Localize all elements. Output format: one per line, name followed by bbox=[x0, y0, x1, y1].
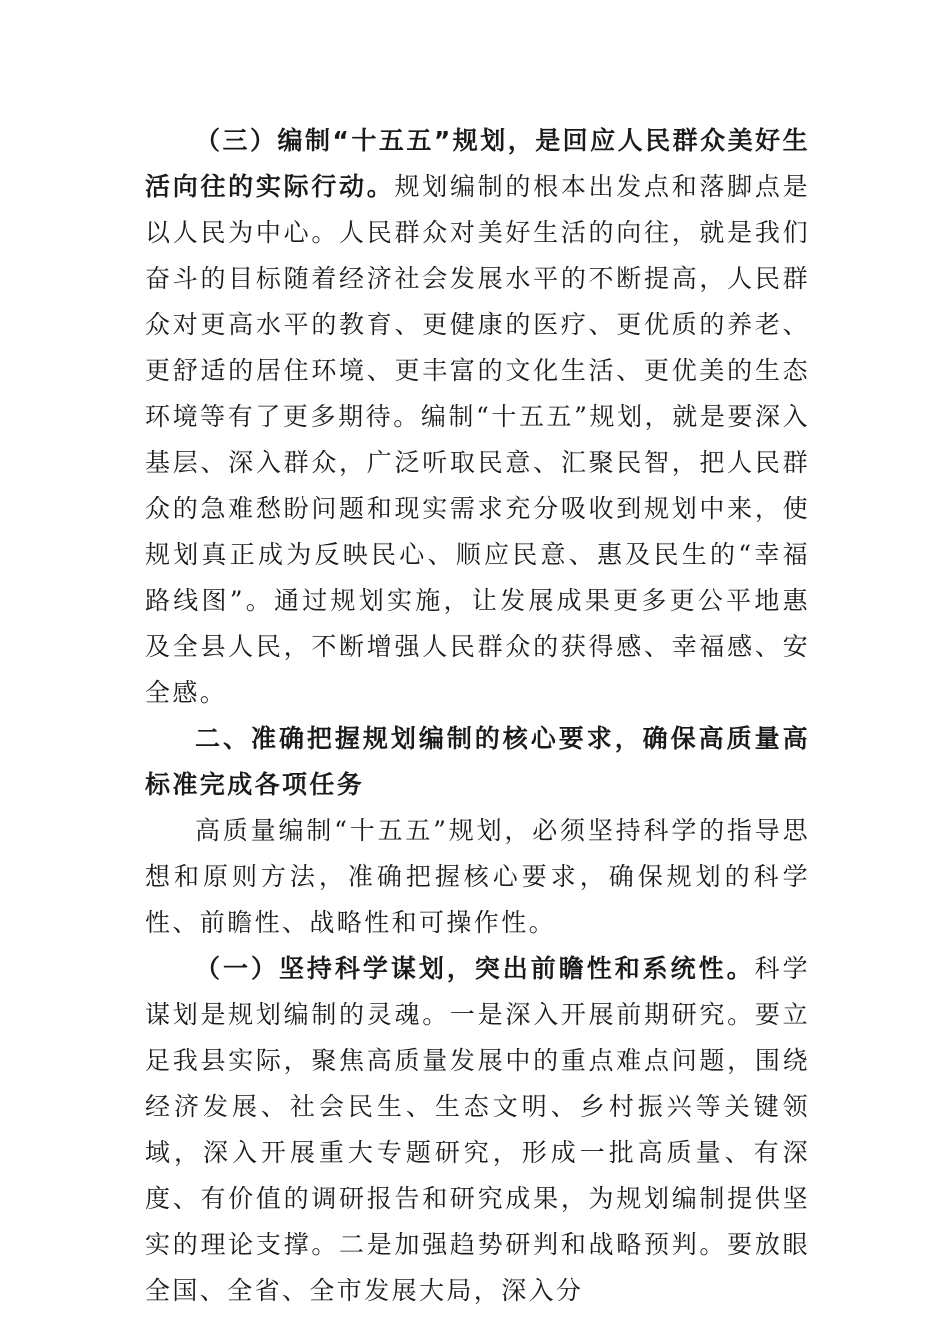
paragraph-lead: （一）坚持科学谋划，突出前瞻性和系统性。 bbox=[195, 954, 755, 983]
paragraph-body: 科学谋划是规划编制的灵魂。一是深入开展前期研究。要立足我县实际，聚焦高质量发展中的重点难点问题，围绕经济发展、社会民生、生态文明、乡村振兴等关键领域，深入开展重大专题研究，形成一批高质量、有深度、有价值的调研报告和研究成果，为规划编制提供坚实的理论支撑。二是加强趋势研判和战略预判。要放眼全国、全省、全市发展大局，深入分 bbox=[145, 954, 810, 1305]
paragraph-section-3 bbox=[145, 118, 810, 716]
paragraph-subsection-1 bbox=[145, 946, 810, 1314]
paragraph-lead: （三）编制“十五五”规划，是回应人民群众美好生活向往的实际行动。 bbox=[145, 126, 810, 201]
document-page bbox=[145, 118, 810, 1314]
section-heading-2: 二、准确把握规划编制的核心要求，确保高质量高标准完成各项任务 bbox=[145, 724, 810, 799]
paragraph-body: 规划编制的根本出发点和落脚点是以人民为中心。人民群众对美好生活的向往，就是我们奋斗的目标随着经济社会发展水平的不断提高，人民群众对更高水平的教育、更健康的医疗、更优质的养老、更舒适的居住环境、更丰富的文化生活、更优美的生态环境等有了更多期待。编制“十五五”规划，就是要深入基层、深入群众，广泛听取民意、汇聚民智，把人民群众的急难愁盼问题和现实需求充分吸收到规划中来，使规划真正成为反映民心、顺应民意、惠及民生的“幸福路线图”。通过规划实施，让发展成果更多更公平地惠及全县人民，不断增强人民群众的获得感、幸福感、安全感。 bbox=[145, 172, 810, 707]
paragraph-intro: 高质量编制“十五五”规划，必须坚持科学的指导思想和原则方法，准确把握核心要求，确保规划的科学性、前瞻性、战略性和可操作性。 bbox=[145, 816, 810, 937]
